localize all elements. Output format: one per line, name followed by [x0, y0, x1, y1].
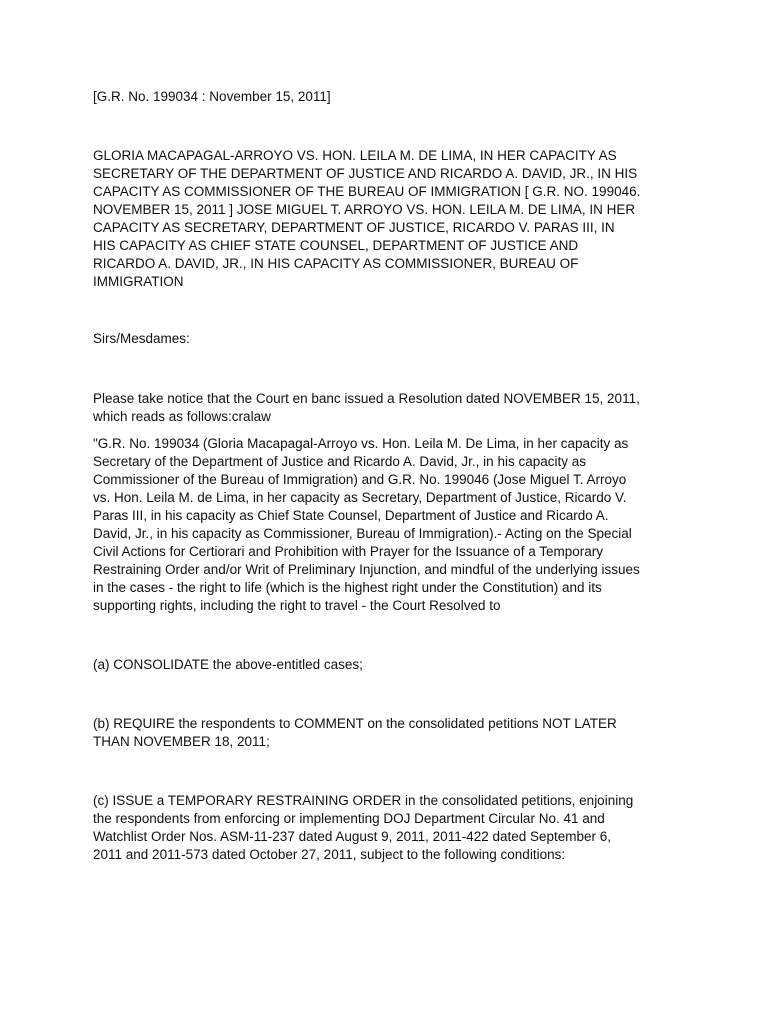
resolution-item-c: (c) ISSUE a TEMPORARY RESTRAINING ORDER in the consolidated petitions, enjoining the respondents from enforcing or implementing DOJ Department Circular No. 41 and Watchlist Order Nos. ASM-11-237 dated August 9, 2011, 2011-422 dated September 6, 2011 and 2011-573 dated October 27, 2011, subject to the following conditions:: [93, 793, 634, 862]
salutation: Sirs/Mesdames:: [93, 331, 190, 346]
resolution-quote: "G.R. No. 199034 (Gloria Macapagal-Arroyo vs. Hon. Leila M. De Lima, in her capacity as Secretary of the Department of Justice and Ricardo A. David, Jr., in his capacity as Commissioner of the Bureau of Immigration) and G.R. No. 199046 (Jose Miguel T. Arroyo vs. Hon. Leila M. de Lima, in her capacity as Secretary, Department of Justice, Ricardo V. Paras III, in his capacity as Chief State Counsel, Department of Justice and Ricardo A. David, Jr., in his capacity as Commissioner, Bureau of Immigration).- Acting on the Special Civil Actions for Certiorari and Prohibition with Prayer for the Issuance of a Temporary Restraining Order and/or Writ of Preliminary Injunction, and mindful of the underlying issues in the cases - the right to life (which is the highest right under the Constitution) and its supporting rights, including the right to travel - the Court Resolved to: [93, 436, 640, 613]
resolution-item-a: (a) CONSOLIDATE the above-entitled cases;: [93, 657, 363, 672]
case-title: GLORIA MACAPAGAL-ARROYO VS. HON. LEILA M. DE LIMA, IN HER CAPACITY AS SECRETARY OF THE DEPARTMENT OF JUSTICE AND RICARDO A. DAVID, JR., IN HIS CAPACITY AS COMMISSIONER OF THE BUREAU OF IMMIGRATION [ G.R. NO. 199046. NOVEMBER 15, 2011 ] JOSE MIGUEL T. ARROYO VS. HON. LEILA M. DE LIMA, IN HER CAPACITY AS SECRETARY, DEPARTMENT OF JUSTICE, RICARDO V. PARAS III, IN HIS CAPACITY AS CHIEF STATE COUNSEL, DEPARTMENT OF JUSTICE AND RICARDO A. DAVID, JR., IN HIS CAPACITY AS COMMISSIONER, BUREAU OF IMMIGRATION: [93, 148, 641, 289]
notice-paragraph: Please take notice that the Court en banc issued a Resolution dated NOVEMBER 15, 2011, which reads as follows:cralaw: [93, 391, 640, 424]
resolution-item-b: (b) REQUIRE the respondents to COMMENT on the consolidated petitions NOT LATER THAN NOVEMBER 18, 2011;: [93, 716, 617, 749]
case-reference: [G.R. No. 199034 : November 15, 2011]: [93, 89, 331, 104]
